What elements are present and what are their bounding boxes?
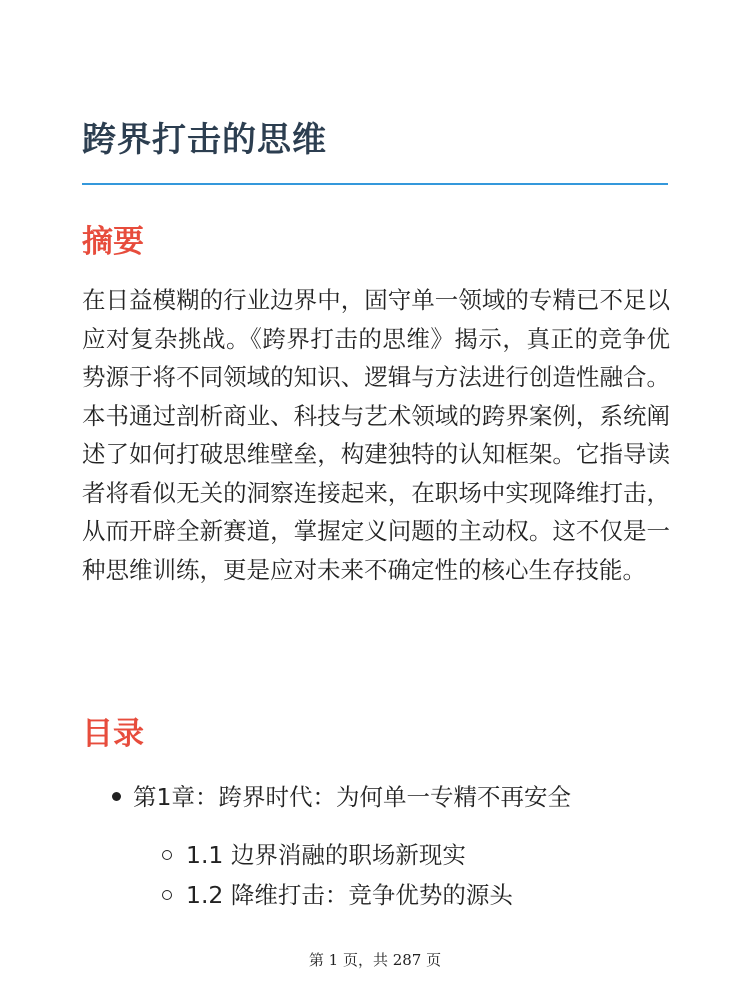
toc-chapter-label: 第1章：跨界时代：为何单一专精不再安全 (133, 783, 571, 811)
toc-chapter-item[interactable] (112, 779, 571, 815)
abstract-heading: 摘要 (82, 224, 144, 260)
toc-section-item[interactable] (162, 877, 513, 913)
title-divider (82, 183, 668, 185)
toc-section-label: 1.1 边界消融的职场新现实 (186, 841, 466, 869)
hollow-bullet-icon (162, 850, 172, 860)
bullet-icon (112, 792, 121, 801)
page-number-footer: 第 1 页，共 287 页 (308, 951, 442, 969)
abstract-paragraph: 在日益模糊的行业边界中，固守单一领域的专精已不足以应对复杂挑战。《跨界打击的思维》揭示，真正的竞争优势源于将不同领域的知识、逻辑与方法进行创造性融合。本书通过剖析商业、科技与艺术领域的跨界案例，系统阐述了如何打破思维壁垒，构建独特的认知框架。它指导读者将看似无关的洞察连接起来，在职场中实现降维打击，从而开辟全新赛道，掌握定义问题的主动权。这不仅是一种思维训练，更是应对未来不确定性的核心生存技能。 (82, 286, 670, 584)
document-title: 跨界打击的思维 (82, 120, 327, 160)
toc-section-item[interactable] (162, 837, 466, 873)
hollow-bullet-icon (162, 890, 172, 900)
toc-heading: 目录 (82, 716, 144, 752)
toc-section-label: 1.2 降维打击：竞争优势的源头 (186, 881, 513, 909)
